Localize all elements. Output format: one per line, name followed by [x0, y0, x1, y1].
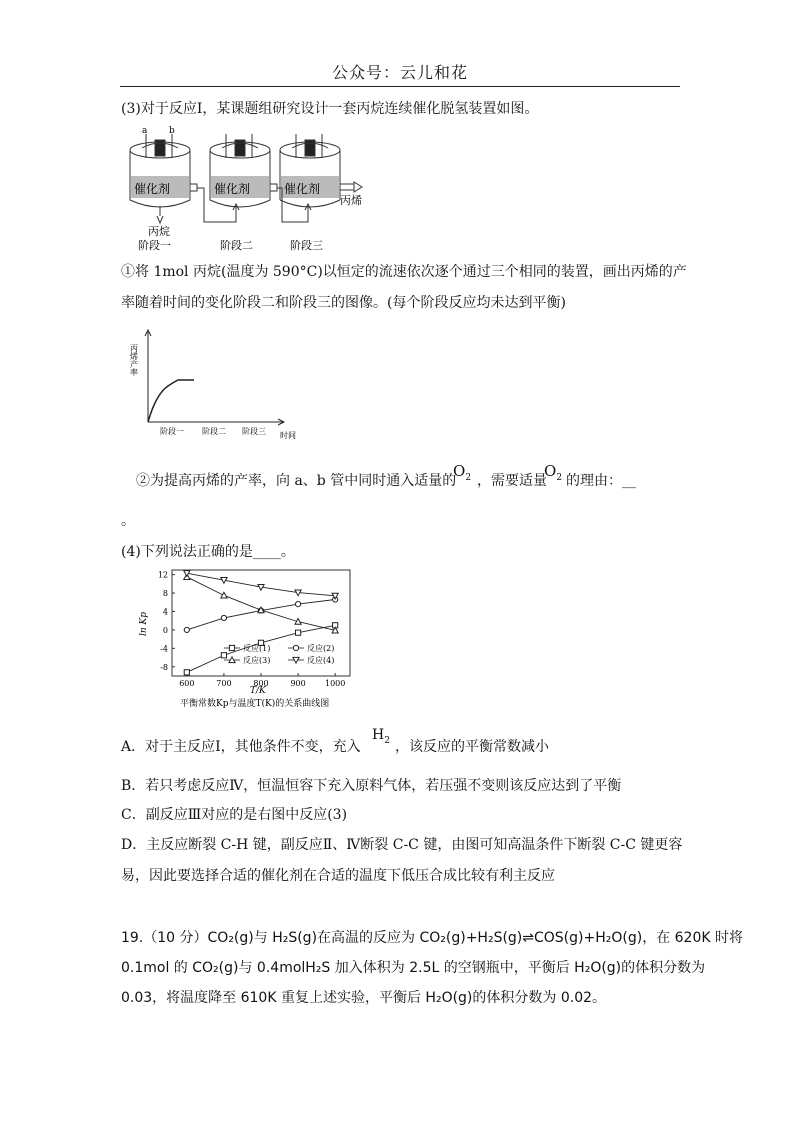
q3-part1-line2: 率随着时间的变化阶段二和阶段三的图像。(每个阶段反应均未达到平衡) — [121, 295, 566, 311]
h2-symbol: H — [372, 727, 385, 743]
lnkp-temperature-chart — [138, 566, 358, 716]
option-b: B．若只考虑反应Ⅳ，恒温恒容下充入原料气体，若压强不变则该反应达到了平衡 — [121, 778, 622, 794]
option-a-part1: A．对于主反应Ⅰ，其他条件不变，充入 — [121, 739, 361, 755]
yield-stage2: 阶段二 — [202, 427, 226, 436]
option-d-line2: 易，因此要选择合适的催化剂在合适的温度下低压合成比较有利主反应 — [121, 868, 555, 884]
o2-subscript: 2 — [465, 473, 472, 483]
o2-subscript: 2 — [556, 473, 563, 483]
q19-line3: 0.03，将温度降至 610K 重复上述实验，平衡后 H₂O(g)的体积分数为 0.02。 — [121, 990, 607, 1006]
x-tick-label: 700 — [216, 679, 232, 688]
h2-formula — [372, 726, 390, 750]
catalyst-label-3: 催化剂 — [284, 182, 321, 196]
circle-marker — [221, 615, 226, 620]
q19-line1: 19.（10 分）CO₂(g)与 H₂S(g)在高温的反应为 CO₂(g)+H₂S(g)⇌COS(g)+H₂O(g)，在 620K 时将 — [121, 930, 743, 946]
y-tick-label: 12 — [157, 570, 168, 580]
reactor-stage3 — [277, 134, 362, 222]
legend-label: 反应(1) — [243, 644, 271, 653]
y-tick-label: 0 — [162, 625, 168, 635]
q4-intro: (4)下列说法正确的是____。 — [121, 544, 295, 560]
y-tick-label: 8 — [162, 589, 168, 599]
chart-ylabel: ln Kp — [139, 611, 149, 636]
yield-stage1: 阶段一 — [160, 427, 184, 436]
stage2-label: 阶段二 — [220, 239, 253, 252]
square-marker — [221, 653, 226, 658]
chart-xlabel: T/K — [250, 686, 266, 696]
reactor-stage1 — [130, 134, 197, 223]
triangle-up-marker — [221, 592, 227, 598]
q3-part2-b: ，需要适量 — [477, 473, 547, 489]
x-tick-label: 900 — [290, 679, 306, 688]
q3-part2-end: 。 — [121, 513, 135, 529]
y-tick-label: 4 — [162, 607, 168, 617]
x-tick-label: 600 — [179, 679, 195, 688]
option-a-part2: ，该反应的平衡常数减小 — [395, 739, 549, 755]
o2-symbol: O — [453, 462, 466, 480]
yield-stage3: 阶段三 — [242, 427, 266, 436]
yield-time-graph — [128, 326, 308, 444]
q19-line2: 0.1mol 的 CO₂(g)与 0.4molH₂S 加入体积为 2.5L 的空钢瓶中，平衡后 H₂O(g)的体积分数为 — [121, 960, 706, 976]
legend-label: 反应(3) — [243, 656, 271, 665]
dehydrogenation-apparatus-diagram — [122, 124, 372, 252]
q3-part2-a: ②为提高丙烯的产率，向 a、b 管中同时通入适量的 — [136, 473, 457, 489]
h2-subscript: 2 — [384, 735, 390, 746]
legend-label: 反应(4) — [307, 656, 335, 665]
x-tick-label: 800 — [253, 679, 269, 688]
circle-marker — [295, 602, 300, 607]
stage1-label: 阶段一 — [138, 239, 171, 252]
header-divider — [120, 86, 680, 87]
catalyst-label-1: 催化剂 — [134, 182, 171, 196]
catalyst-label-2: 催化剂 — [214, 182, 251, 196]
o2-formula-2 — [544, 462, 562, 487]
tube-a-label: a — [142, 126, 148, 136]
q3-part1-line1: ①将 1mol 丙烷(温度为 590°C)以恒定的流速依次逐个通过三个相同的装置，画出丙烯的产 — [121, 264, 687, 280]
o2-formula-1 — [453, 462, 471, 487]
y-tick-label: -4 — [160, 644, 168, 654]
chart-caption: 平衡常数Kp与温度T(K)的关系曲线图 — [180, 699, 330, 709]
feed-propane-label: 丙烷 — [148, 225, 170, 238]
circle-marker — [184, 627, 189, 632]
stage3-label: 阶段三 — [290, 239, 323, 252]
square-marker — [295, 630, 300, 635]
option-d-line1: D．主反应断裂 C-H 键，副反应Ⅱ、Ⅳ断裂 C-C 键，由图可知高温条件下断裂 C-C 键更容 — [121, 837, 683, 853]
q3-part2-c: 的理由：__ — [566, 473, 636, 489]
q3-intro: (3)对于反应Ⅰ，某课题组研究设计一套丙烷连续催化脱氢装置如图。 — [121, 101, 539, 117]
option-c: C．副反应Ⅲ对应的是右图中反应(3) — [121, 807, 348, 823]
square-marker — [229, 645, 234, 650]
yield-time-label: 时间 — [280, 431, 296, 440]
tube-b-label: b — [169, 126, 175, 136]
legend-label: 反应(2) — [307, 644, 335, 653]
product-propene-label: 丙烯 — [340, 194, 362, 207]
yield-axis-label: 丙烯产率 — [129, 344, 139, 376]
reactor-stage2 — [197, 134, 277, 222]
o2-symbol: O — [544, 462, 557, 480]
page-header: 公众号：云儿和花 — [331, 63, 468, 82]
x-tick-label: 1000 — [324, 679, 346, 688]
circle-marker — [293, 645, 298, 650]
y-tick-label: -8 — [160, 662, 168, 672]
square-marker — [184, 670, 189, 675]
